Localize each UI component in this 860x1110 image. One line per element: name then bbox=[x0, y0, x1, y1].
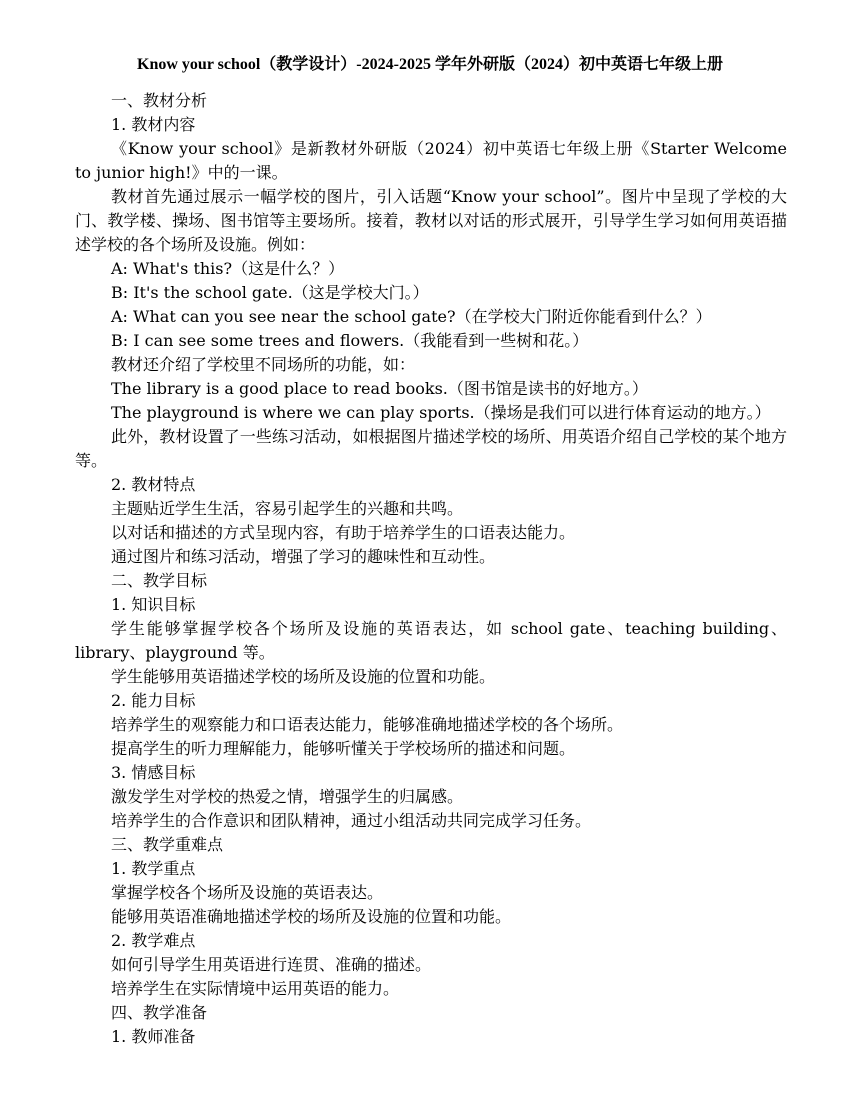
document-body bbox=[75, 89, 787, 1049]
paragraph: 学生能够掌握学校各个场所及设施的英语表达，如 school gate、teaching building、library、playground 等。 bbox=[75, 619, 787, 662]
paragraph: 培养学生的合作意识和团队精神，通过小组活动共同完成学习任务。 bbox=[111, 811, 592, 830]
subsection-heading: 2. 能力目标 bbox=[111, 691, 196, 710]
example-sentence: The library is a good place to read books.（图书馆是读书的好地方。） bbox=[111, 379, 648, 398]
subsection-heading: 1. 教材内容 bbox=[111, 115, 196, 134]
paragraph: 主题贴近学生生活，容易引起学生的兴趣和共鸣。 bbox=[111, 499, 464, 518]
section-heading: 三、教学重难点 bbox=[111, 835, 224, 854]
dialogue-line: B: I can see some trees and flowers.（我能看到一些树和花。） bbox=[111, 331, 589, 350]
subsection-heading: 2. 教材特点 bbox=[111, 475, 196, 494]
paragraph: 培养学生在实际情境中运用英语的能力。 bbox=[111, 979, 400, 998]
section-heading: 一、教材分析 bbox=[111, 91, 208, 110]
subsection-heading: 1. 教师准备 bbox=[111, 1027, 196, 1046]
example-sentence: The playground is where we can play sports.（操场是我们可以进行体育运动的地方。） bbox=[111, 403, 771, 422]
document-title: Know your school（教学设计）-2024-2025 学年外研版（2024）初中英语七年级上册 bbox=[137, 56, 723, 73]
dialogue-line: B: It's the school gate.（这是学校大门。） bbox=[111, 283, 429, 302]
paragraph: 此外，教材设置了一些练习活动，如根据图片描述学校的场所、用英语介绍自己学校的某个地方等。 bbox=[75, 427, 787, 470]
paragraph: 培养学生的观察能力和口语表达能力，能够准确地描述学校的各个场所。 bbox=[111, 715, 624, 734]
subsection-heading: 3. 情感目标 bbox=[111, 763, 196, 782]
dialogue-line: A: What can you see near the school gate?（在学校大门附近你能看到什么？） bbox=[111, 307, 712, 326]
paragraph: 以对话和描述的方式呈现内容，有助于培养学生的口语表达能力。 bbox=[111, 523, 576, 542]
subsection-heading: 1. 知识目标 bbox=[111, 595, 196, 614]
paragraph: 提高学生的听力理解能力，能够听懂关于学校场所的描述和问题。 bbox=[111, 739, 576, 758]
paragraph: 教材还介绍了学校里不同场所的功能，如： bbox=[111, 355, 416, 374]
section-heading: 四、教学准备 bbox=[111, 1003, 208, 1022]
subsection-heading: 1. 教学重点 bbox=[111, 859, 196, 878]
paragraph: 教材首先通过展示一幅学校的图片，引入话题“Know your school”。图片中呈现了学校的大门、教学楼、操场、图书馆等主要场所。接着，教材以对话的形式展开，引导学生学习如何用英语描述学校的各个场所及设施。例如： bbox=[75, 187, 787, 254]
paragraph: 《Know your school》是新教材外研版（2024）初中英语七年级上册《Starter Welcome to junior high!》中的一课。 bbox=[75, 139, 787, 182]
paragraph: 学生能够用英语描述学校的场所及设施的位置和功能。 bbox=[111, 667, 496, 686]
paragraph: 通过图片和练习活动，增强了学习的趣味性和互动性。 bbox=[111, 547, 496, 566]
subsection-heading: 2. 教学难点 bbox=[111, 931, 196, 950]
paragraph: 激发学生对学校的热爱之情，增强学生的归属感。 bbox=[111, 787, 464, 806]
dialogue-line: A: What's this?（这是什么？） bbox=[111, 259, 345, 278]
paragraph: 如何引导学生用英语进行连贯、准确的描述。 bbox=[111, 955, 432, 974]
section-heading: 二、教学目标 bbox=[111, 571, 208, 590]
paragraph: 掌握学校各个场所及设施的英语表达。 bbox=[111, 883, 384, 902]
paragraph: 能够用英语准确地描述学校的场所及设施的位置和功能。 bbox=[111, 907, 512, 926]
